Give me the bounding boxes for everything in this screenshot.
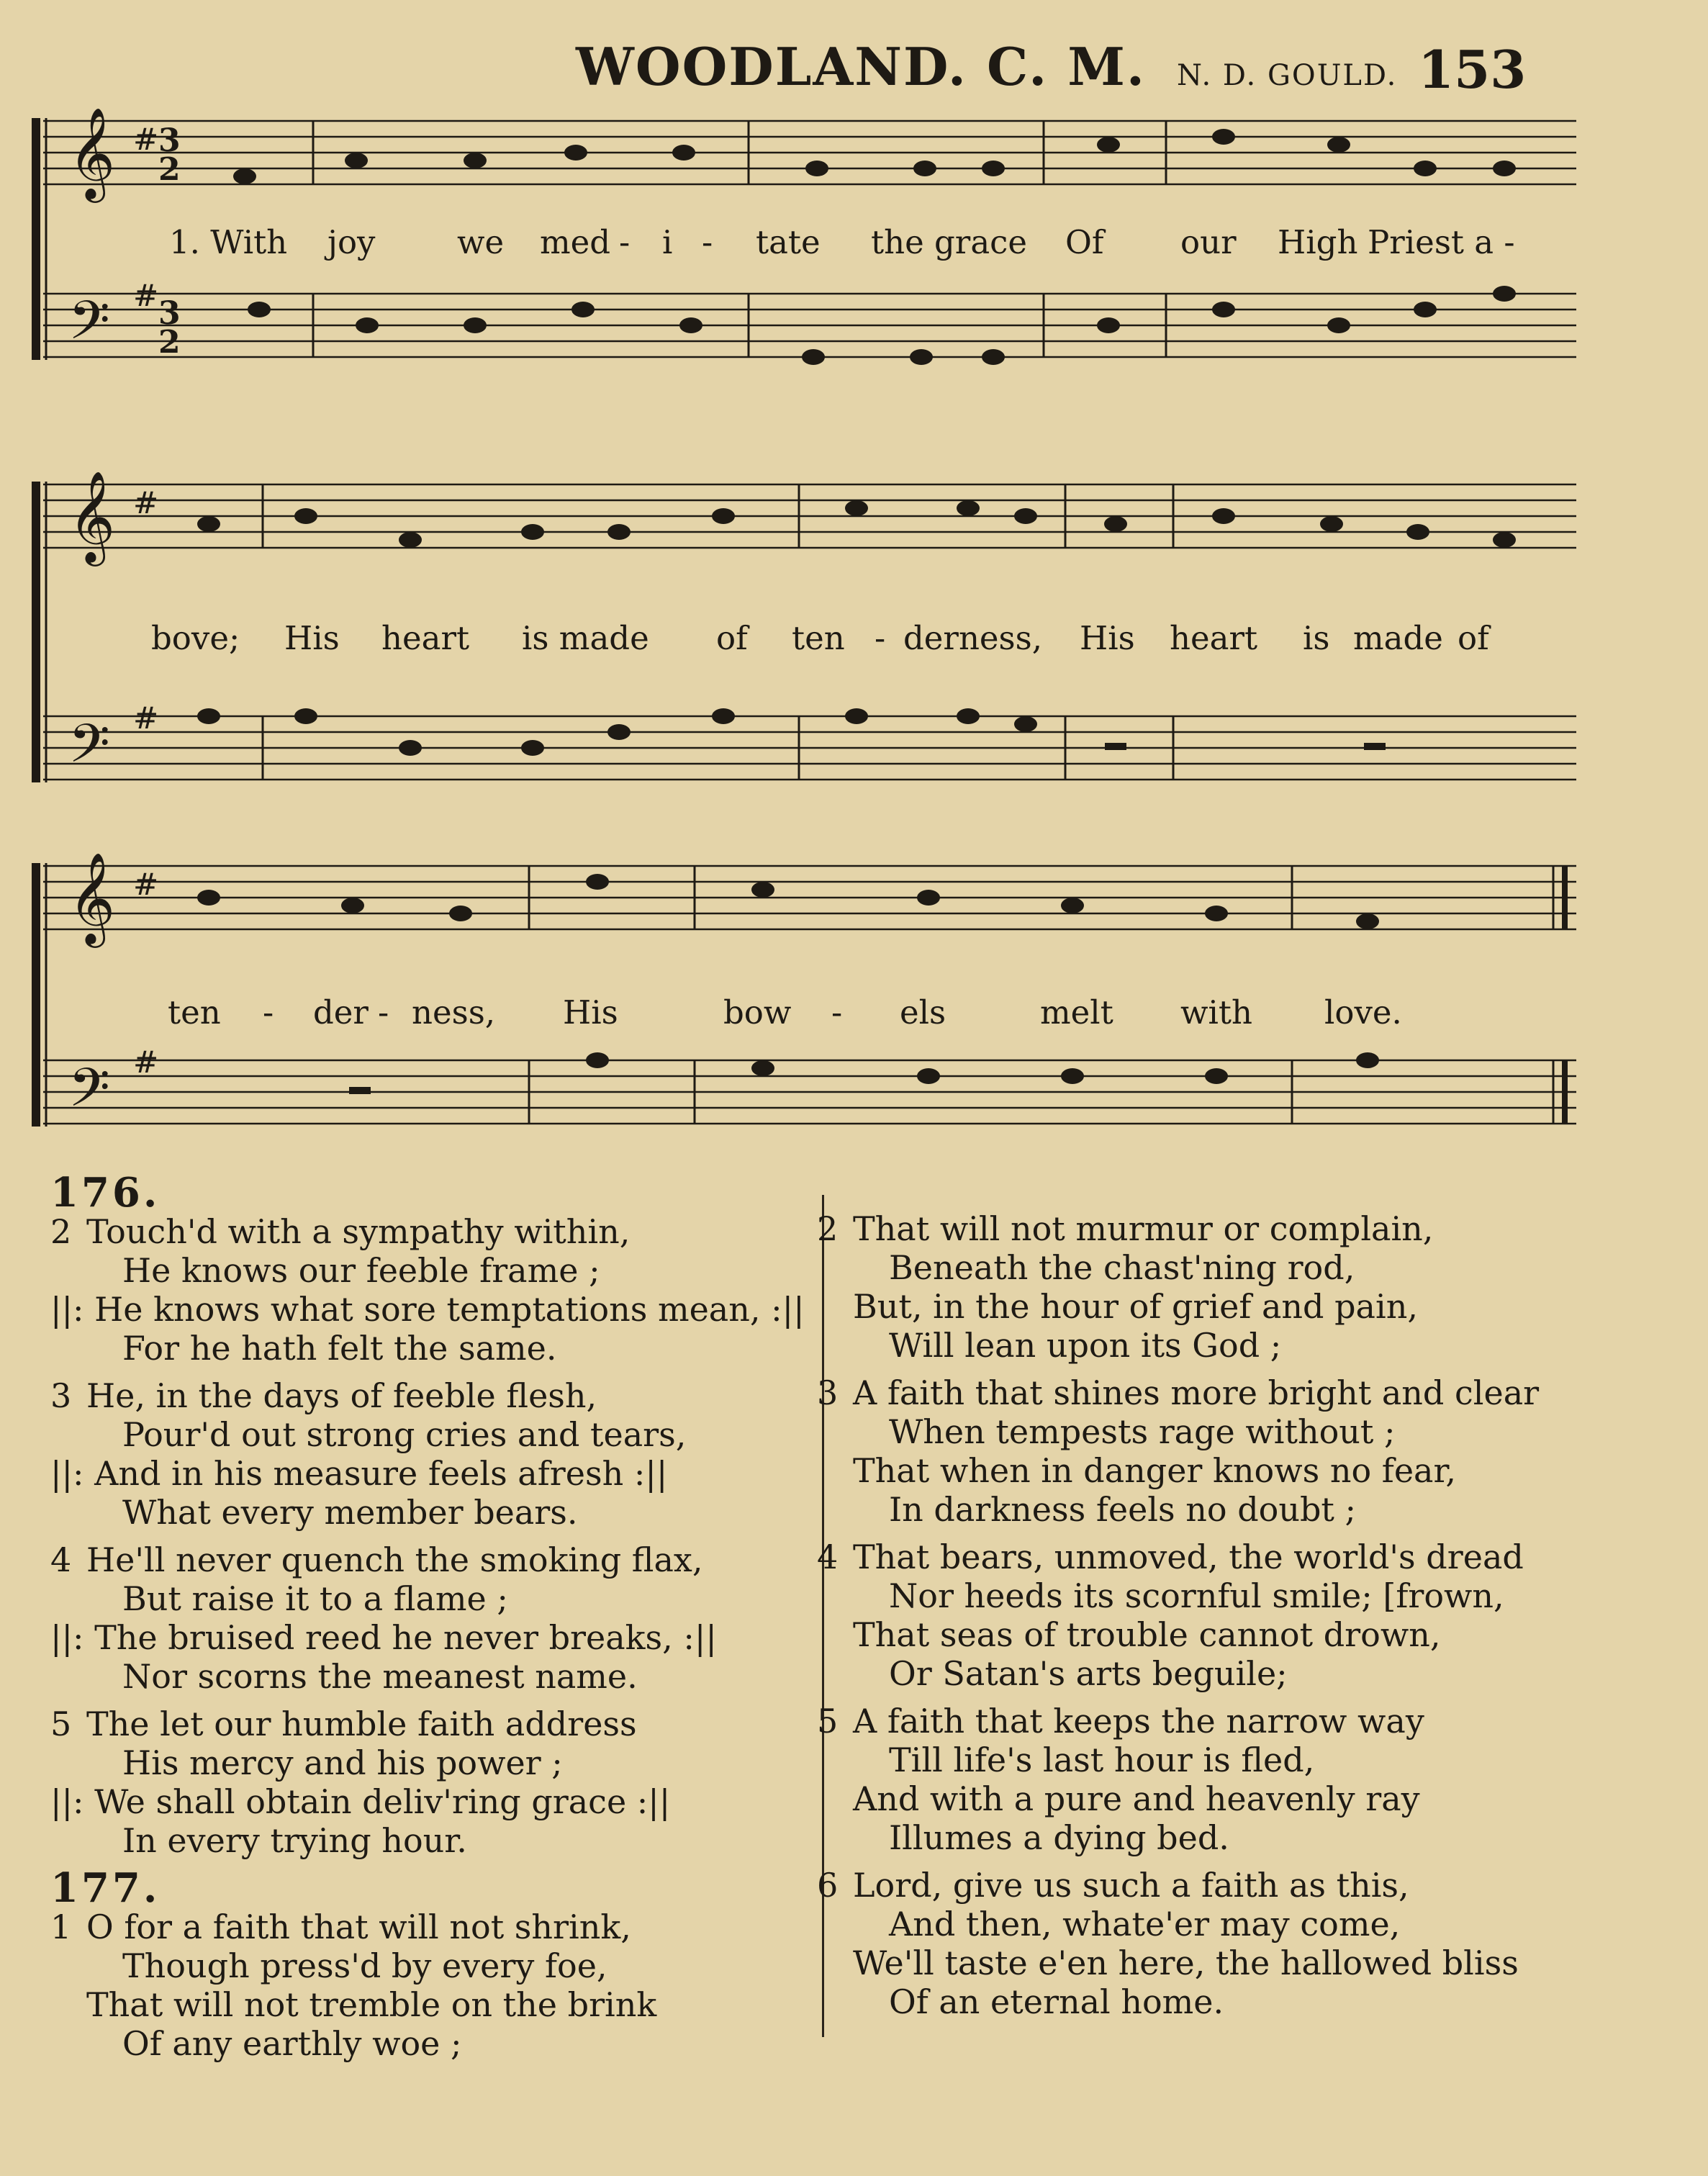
verse-line: Beneath the chast'ning rod, bbox=[889, 1248, 1355, 1287]
stanza bbox=[817, 1538, 1623, 1693]
svg-text:𝄞: 𝄞 bbox=[68, 853, 116, 944]
verse-number: 4 bbox=[50, 1540, 72, 1579]
verse-number: 2 bbox=[817, 1209, 839, 1248]
svg-text:#: # bbox=[133, 485, 159, 520]
verse-number: 3 bbox=[50, 1376, 72, 1415]
verse-line: Till life's last hour is fled, bbox=[889, 1741, 1315, 1779]
hymn-number: 177. bbox=[50, 1864, 161, 1912]
verse-line: The let our humble faith address bbox=[86, 1705, 637, 1743]
lyric-syllable: - bbox=[831, 993, 843, 1031]
verse-line: When tempests rage without ; bbox=[889, 1412, 1396, 1451]
lyrics-line-3 bbox=[29, 993, 1612, 1037]
verse-line: Illumes a dying bed. bbox=[889, 1818, 1229, 1857]
lyric-syllable: ten bbox=[792, 619, 845, 657]
lyric-syllable: 1. With bbox=[169, 223, 288, 261]
svg-text:3: 3 bbox=[158, 295, 181, 332]
verse-line: But, in the hour of grief and pain, bbox=[853, 1287, 1418, 1326]
svg-text:#: # bbox=[133, 1044, 159, 1080]
verse-number: 5 bbox=[817, 1702, 839, 1741]
verse-line: That will not tremble on the brink bbox=[86, 1985, 657, 2024]
lyric-syllable: der bbox=[313, 993, 369, 1031]
lyric-syllable: joy bbox=[327, 223, 376, 261]
lyric-syllable: High bbox=[1278, 223, 1358, 261]
verse-line: He'll never quench the smoking flax, bbox=[86, 1540, 703, 1579]
verse-line: That when in danger knows no fear, bbox=[853, 1451, 1457, 1490]
lyric-syllable: heart bbox=[381, 619, 470, 657]
verse-line: ||: And in his measure feels afresh :|| bbox=[50, 1454, 668, 1493]
composer-name: N. D. GOULD. bbox=[1177, 59, 1398, 92]
stanza bbox=[50, 1376, 813, 1532]
svg-text:2: 2 bbox=[158, 324, 181, 361]
svg-text:#: # bbox=[133, 278, 159, 313]
verse-line: That seas of trouble cannot drown, bbox=[853, 1615, 1441, 1654]
verse-number: 3 bbox=[817, 1373, 839, 1412]
lyric-syllable: tate bbox=[756, 223, 821, 261]
stanza bbox=[50, 1705, 813, 1860]
verse-line: What every member bears. bbox=[122, 1493, 578, 1532]
verse-line: In every trying hour. bbox=[122, 1821, 467, 1860]
verse-number: 2 bbox=[50, 1212, 72, 1251]
lyric-syllable: med bbox=[540, 223, 611, 261]
svg-text:𝄞: 𝄞 bbox=[68, 108, 116, 199]
music-system-1 bbox=[29, 108, 1583, 410]
verse-line: Of an eternal home. bbox=[889, 1982, 1224, 2021]
lyric-syllable: els bbox=[900, 993, 946, 1031]
svg-text:𝄢: 𝄢 bbox=[68, 289, 110, 365]
verse-number: 4 bbox=[817, 1538, 839, 1576]
verse-line: Will lean upon its God ; bbox=[889, 1326, 1282, 1365]
lyric-syllable: Of bbox=[1065, 223, 1104, 261]
verse-line: For he hath felt the same. bbox=[122, 1329, 557, 1368]
lyric-syllable: is bbox=[1303, 619, 1330, 657]
verse-line: ||: He knows what sore temptations mean, :|| bbox=[50, 1290, 805, 1329]
lyric-syllable: - bbox=[378, 993, 389, 1031]
svg-text:2: 2 bbox=[158, 151, 181, 188]
hymn-number: 176. bbox=[50, 1169, 161, 1216]
lyric-syllable: - bbox=[875, 619, 886, 657]
lyrics-line-2 bbox=[29, 619, 1612, 662]
verse-line: He, in the days of feeble flesh, bbox=[86, 1376, 597, 1415]
lyric-syllable: His bbox=[563, 993, 618, 1031]
stanza bbox=[817, 1866, 1623, 2021]
page-number: 153 bbox=[1418, 39, 1527, 100]
stanza bbox=[817, 1209, 1623, 1365]
lyric-syllable: His bbox=[284, 619, 340, 657]
lyric-syllable: our bbox=[1180, 223, 1237, 261]
lyric-syllable: is made bbox=[522, 619, 649, 657]
svg-text:#: # bbox=[133, 700, 159, 736]
svg-text:𝄢: 𝄢 bbox=[68, 1057, 110, 1132]
verse-line: Touch'd with a sympathy within, bbox=[86, 1212, 631, 1251]
verse-line: Lord, give us such a faith as this, bbox=[853, 1866, 1409, 1905]
lyrics-line-1 bbox=[29, 223, 1612, 266]
verse-line: Nor scorns the meanest name. bbox=[122, 1657, 638, 1696]
verse-line: Of any earthly woe ; bbox=[122, 2024, 462, 2063]
stanza bbox=[50, 1540, 813, 1696]
svg-text:#: # bbox=[133, 122, 159, 157]
svg-text:𝄢: 𝄢 bbox=[68, 713, 110, 788]
stanza bbox=[50, 1212, 813, 1368]
verse-line: And then, whate'er may come, bbox=[889, 1905, 1401, 1943]
hymn-tune-title: WOODLAND. C. M. bbox=[576, 36, 1146, 97]
verse-line: That bears, unmoved, the world's dread bbox=[853, 1538, 1524, 1576]
lyric-syllable: bow bbox=[723, 993, 792, 1031]
lyric-syllable: His bbox=[1080, 619, 1135, 657]
verse-line: ||: The bruised reed he never breaks, :|| bbox=[50, 1618, 717, 1657]
music-system-3 bbox=[29, 853, 1583, 1155]
lyric-syllable: of bbox=[1458, 619, 1489, 657]
music-system-2 bbox=[29, 471, 1583, 795]
verse-line: In darkness feels no doubt ; bbox=[889, 1490, 1357, 1529]
verse-line: Though press'd by every foe, bbox=[122, 1946, 607, 1985]
verse-line: He knows our feeble frame ; bbox=[122, 1251, 600, 1290]
verse-line: We'll taste e'en here, the hallowed bliss bbox=[853, 1943, 1519, 1982]
verse-line: But raise it to a flame ; bbox=[122, 1579, 508, 1618]
hymn-text-right-column bbox=[817, 1209, 1623, 2030]
svg-text:#: # bbox=[133, 867, 159, 902]
lyric-syllable: bove; bbox=[151, 619, 240, 657]
lyric-syllable: with bbox=[1180, 993, 1252, 1031]
lyric-syllable: - bbox=[263, 993, 274, 1031]
lyric-syllable: made bbox=[1353, 619, 1443, 657]
svg-text:𝄞: 𝄞 bbox=[68, 471, 116, 562]
page-header bbox=[0, 29, 1708, 108]
verse-line: O for a faith that will not shrink, bbox=[86, 1908, 631, 1946]
hymn-text-left-column bbox=[50, 1169, 813, 2072]
lyric-syllable: of bbox=[716, 619, 748, 657]
verse-line: Pour'd out strong cries and tears, bbox=[122, 1415, 687, 1454]
verse-line: ||: We shall obtain deliv'ring grace :|| bbox=[50, 1782, 671, 1821]
stanza bbox=[50, 1908, 813, 2063]
verse-line: A faith that shines more bright and clear bbox=[853, 1373, 1540, 1412]
verse-number: 5 bbox=[50, 1705, 72, 1743]
verse-line: His mercy and his power ; bbox=[122, 1743, 563, 1782]
verse-line: Nor heeds its scornful smile; [frown, bbox=[889, 1576, 1504, 1615]
lyric-syllable: Priest a - bbox=[1368, 223, 1515, 261]
verse-number: 1 bbox=[50, 1908, 72, 1946]
verse-line: That will not murmur or complain, bbox=[853, 1209, 1434, 1248]
verse-number: 6 bbox=[817, 1866, 839, 1905]
lyric-syllable: melt bbox=[1040, 993, 1113, 1031]
lyric-syllable: derness, bbox=[903, 619, 1043, 657]
lyric-syllable: ness, bbox=[412, 993, 496, 1031]
svg-text:3: 3 bbox=[158, 122, 181, 159]
verse-line: A faith that keeps the narrow way bbox=[853, 1702, 1424, 1741]
verse-line: Or Satan's arts beguile; bbox=[889, 1654, 1288, 1693]
stanza bbox=[817, 1702, 1623, 1857]
lyric-syllable: we bbox=[457, 223, 505, 261]
verse-line: And with a pure and heavenly ray bbox=[853, 1779, 1420, 1818]
lyric-syllable: the grace bbox=[871, 223, 1027, 261]
lyric-syllable: - bbox=[702, 223, 713, 261]
lyric-syllable: love. bbox=[1324, 993, 1402, 1031]
stanza bbox=[817, 1373, 1623, 1529]
lyric-syllable: ten bbox=[168, 993, 221, 1031]
lyric-syllable: - bbox=[619, 223, 631, 261]
lyric-syllable: heart bbox=[1170, 619, 1258, 657]
lyric-syllable: i bbox=[662, 223, 673, 261]
